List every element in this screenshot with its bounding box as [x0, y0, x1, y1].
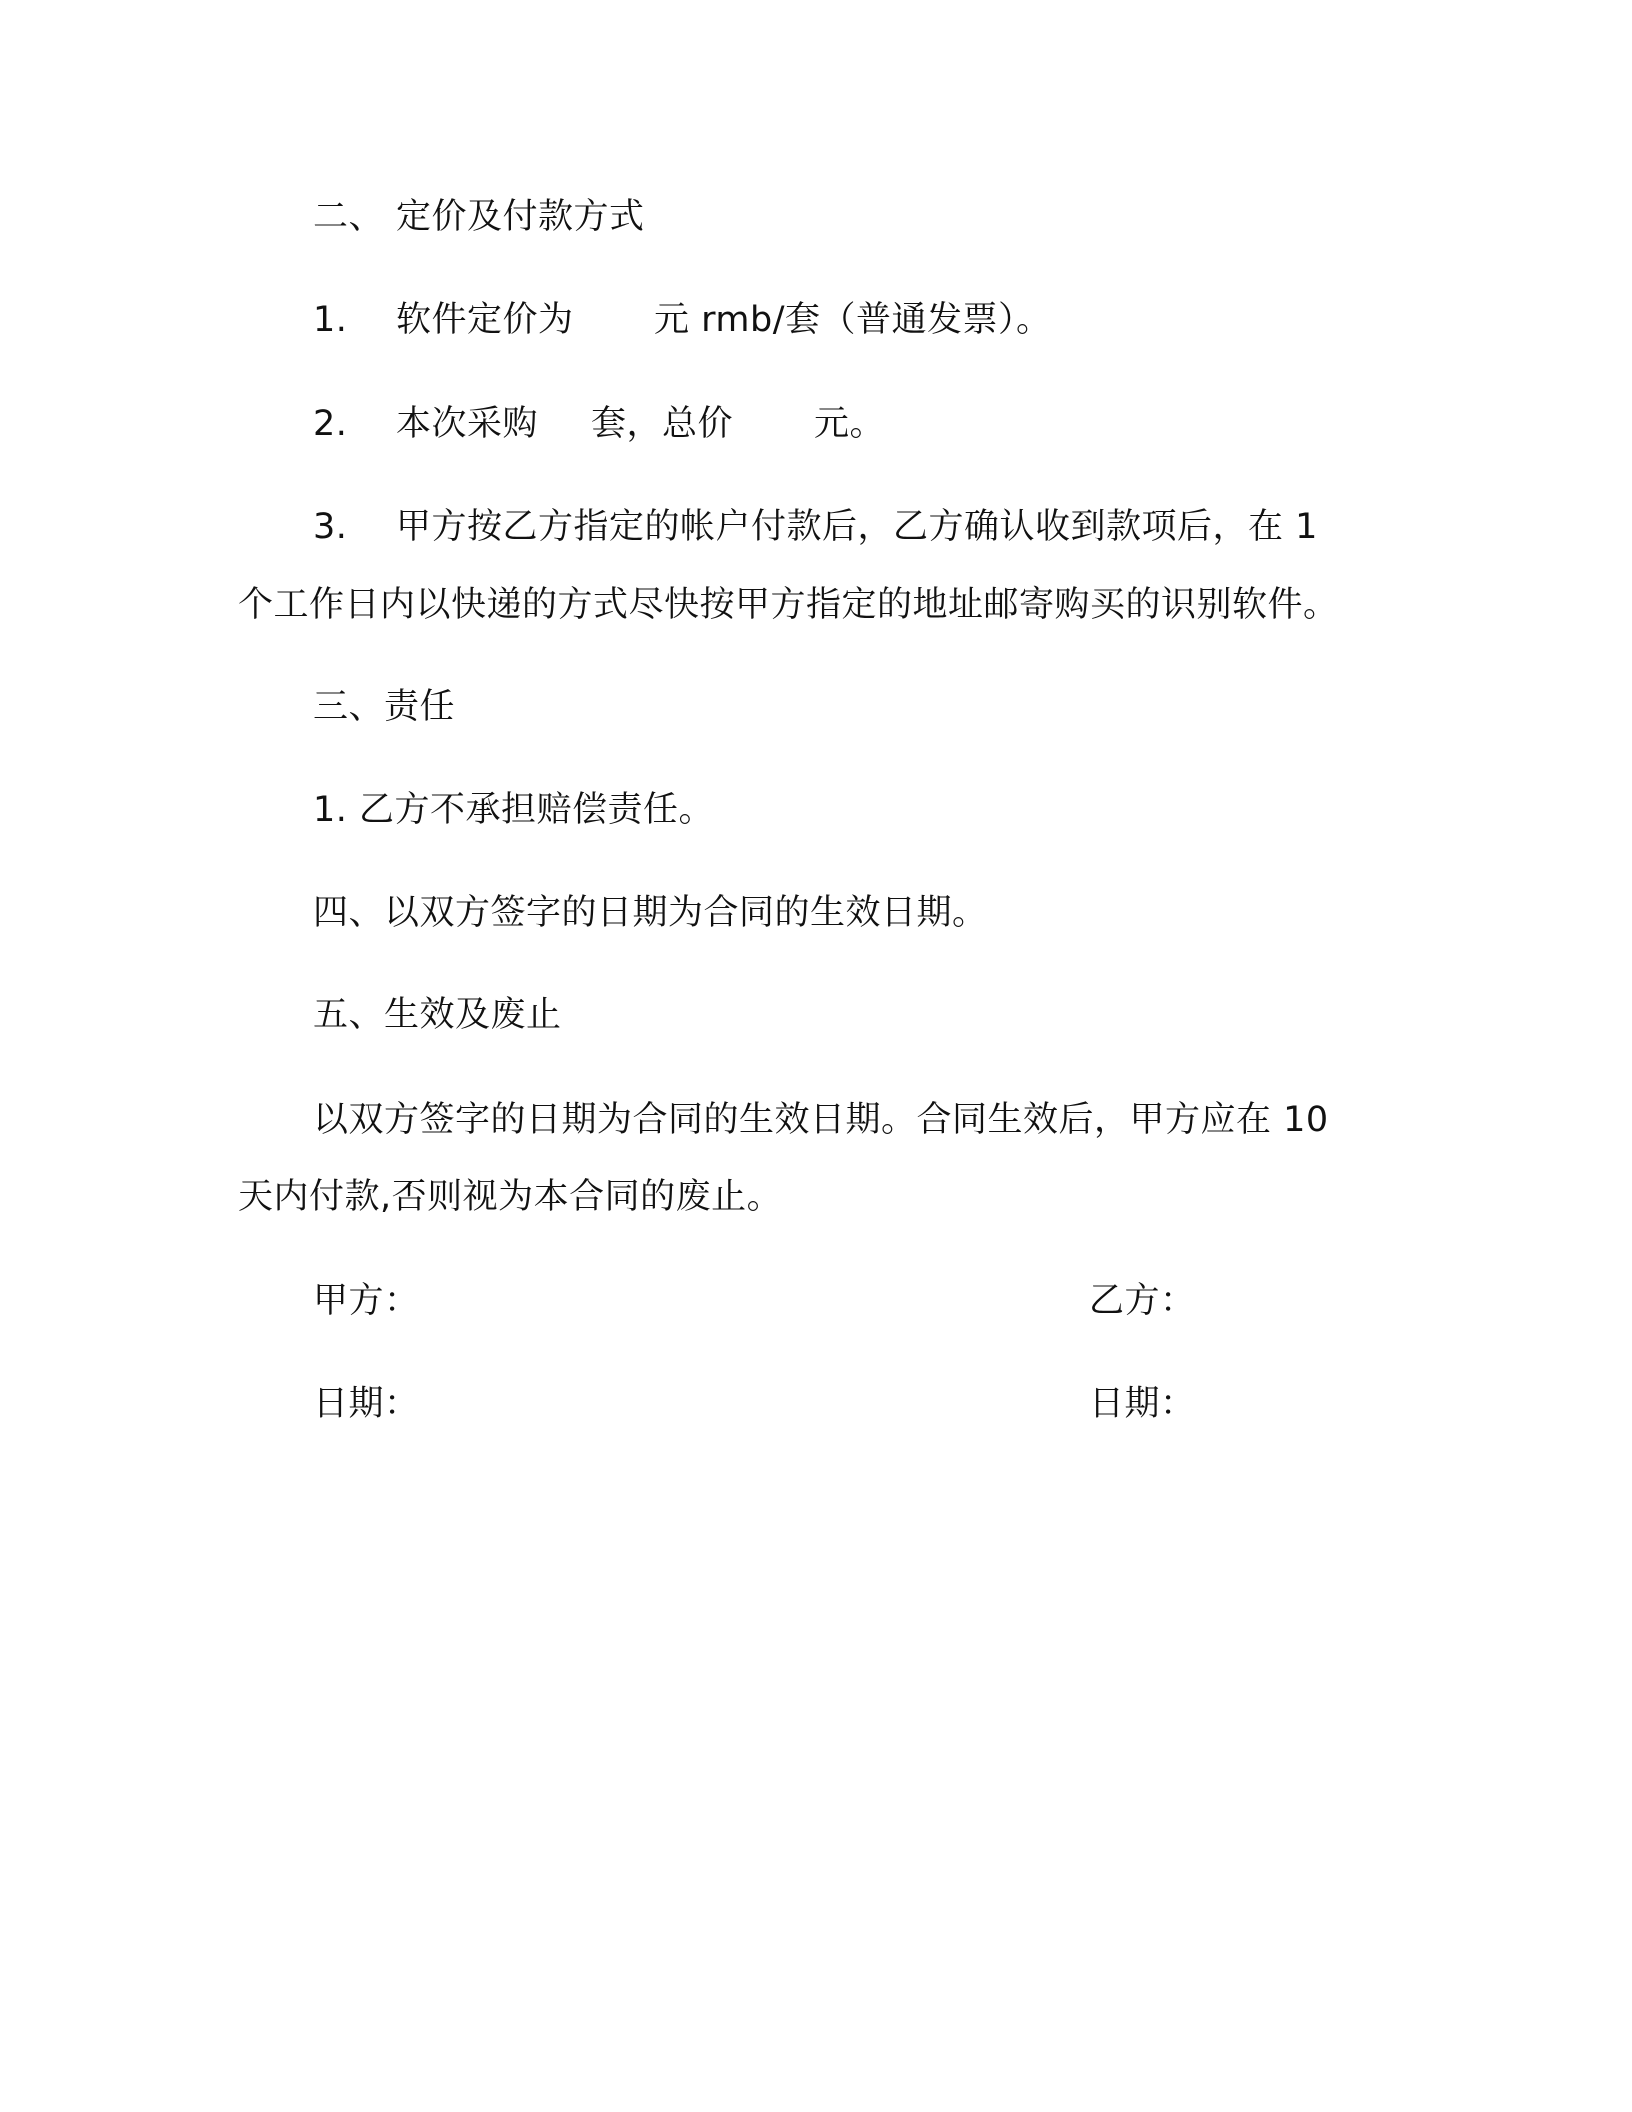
section-2-number: 二、 — [313, 197, 385, 237]
item-number: 2. — [313, 404, 348, 444]
section-4-heading: 四、以双方签字的日期为合同的生效日期。 — [313, 893, 988, 933]
party-a-label: 甲方： — [313, 1281, 420, 1321]
date-b-label: 日期： — [1089, 1384, 1196, 1424]
item-text: 套，总价 — [591, 404, 734, 444]
item-text: 元。 — [814, 404, 886, 444]
section-5-paragraph-line-1: 以双方签字的日期为合同的生效日期。合同生效后，甲方应在 10 — [313, 1100, 1329, 1140]
item-number: 1. — [313, 300, 348, 340]
item-text: 甲方按乙方指定的帐户付款后，乙方确认收到款项后，在 1 — [396, 507, 1318, 547]
section-5-paragraph-line-2: 天内付款,否则视为本合同的废止。 — [238, 1177, 783, 1217]
section-2-item-1 — [313, 298, 1052, 342]
section-2-item-2 — [313, 402, 885, 446]
party-b-label: 乙方： — [1089, 1281, 1196, 1321]
item-number: 3. — [313, 507, 348, 547]
item-text: 本次采购 — [396, 404, 539, 444]
date-a-label: 日期： — [313, 1384, 420, 1424]
section-2-heading — [313, 195, 645, 239]
section-2-item-3-line-2: 个工作日内以快递的方式尽快按甲方指定的地址邮寄购买的识别软件。 — [238, 585, 1339, 625]
section-2-title: 定价及付款方式 — [396, 197, 645, 237]
section-3-item-1: 1. 乙方不承担赔偿责任。 — [313, 790, 715, 830]
item-text: 元 rmb/套（普通发票）。 — [654, 300, 1052, 340]
section-2-item-3-line-1 — [313, 505, 1318, 549]
section-3-heading: 三、责任 — [313, 687, 456, 727]
item-text: 软件定价为 — [396, 300, 574, 340]
section-5-heading: 五、生效及废止 — [313, 995, 562, 1035]
